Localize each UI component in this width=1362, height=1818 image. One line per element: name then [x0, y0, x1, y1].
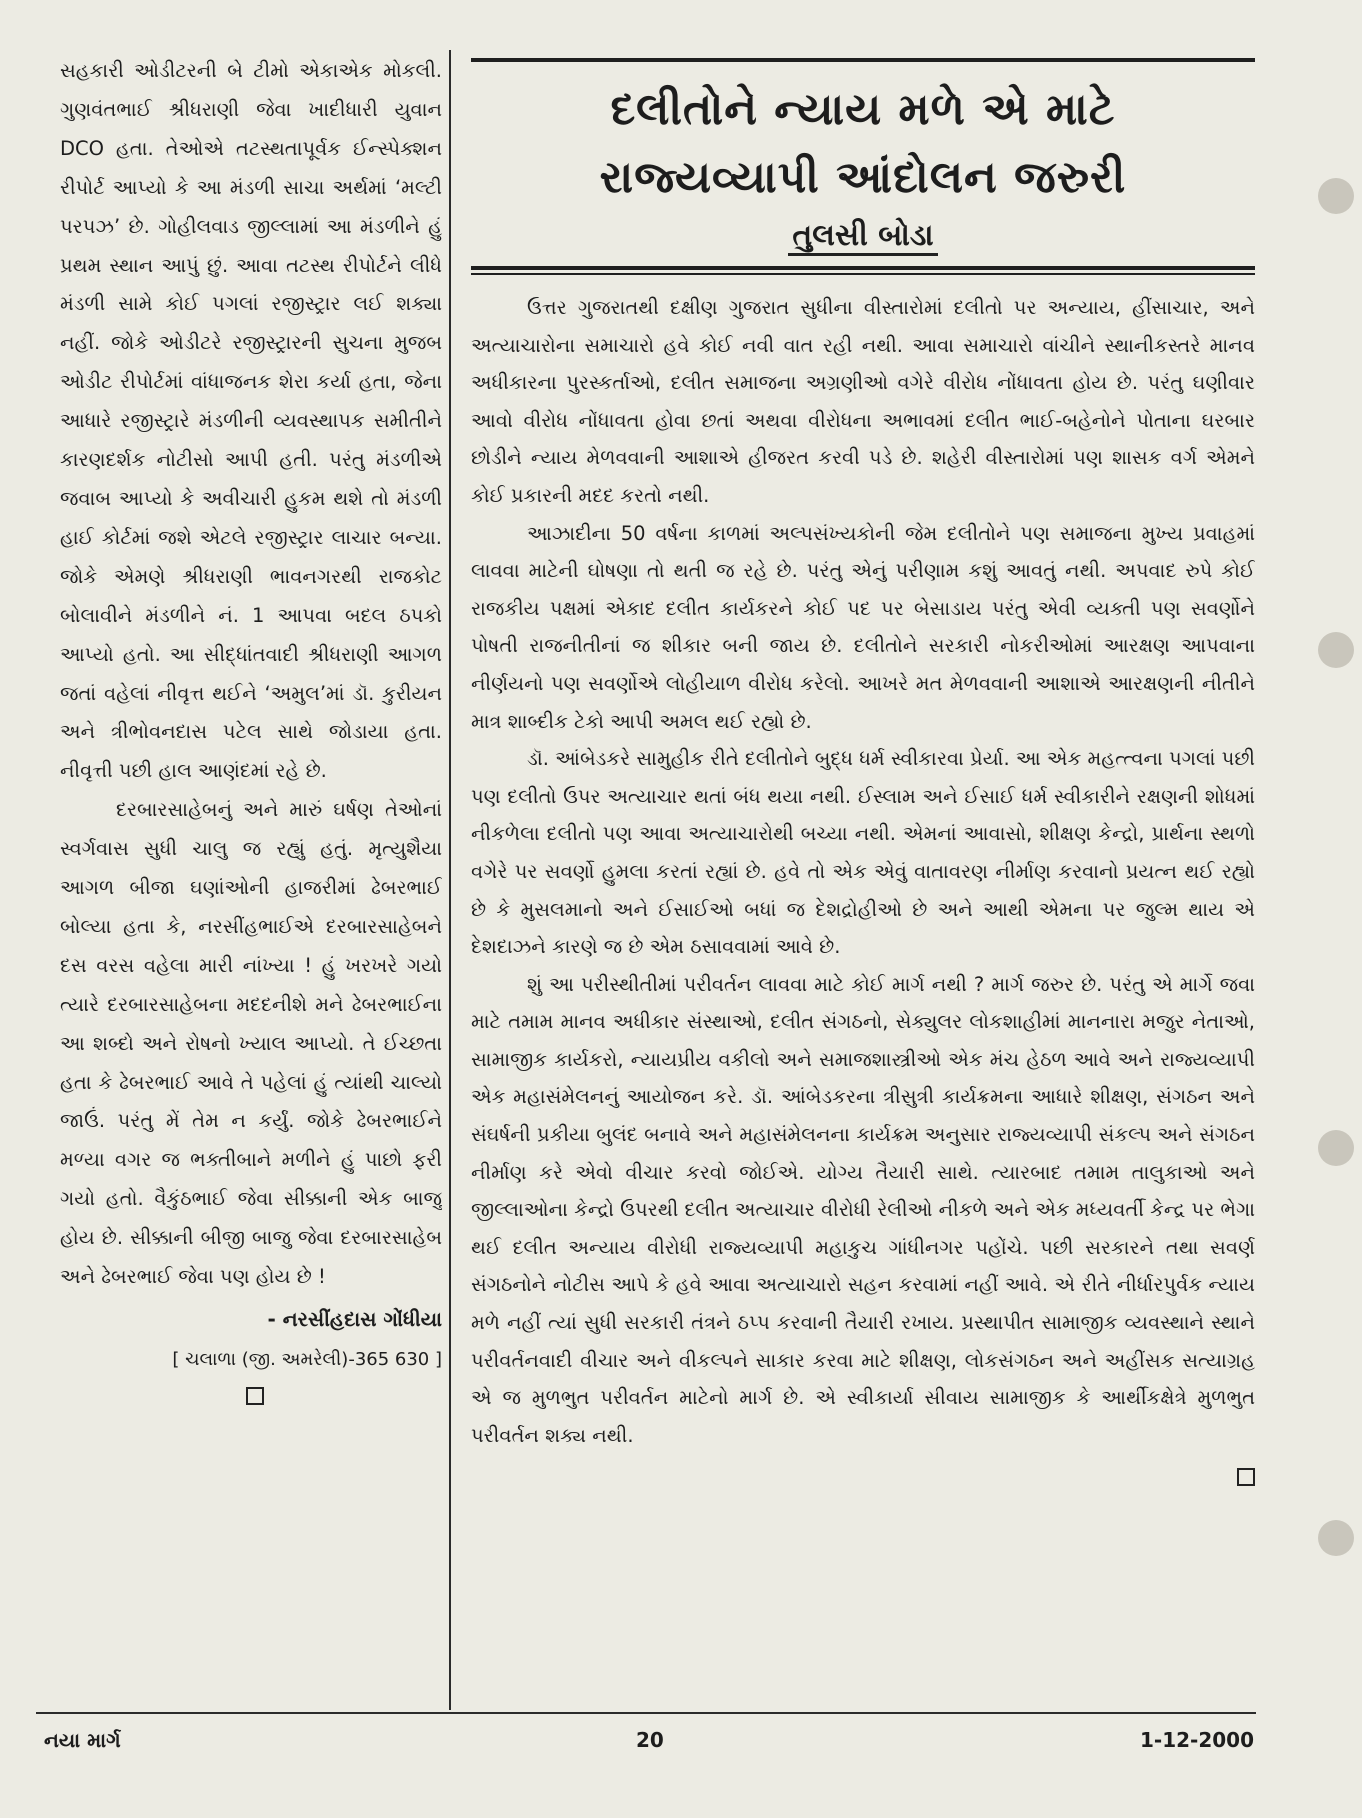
title-rule-bottom	[471, 266, 1255, 270]
article-title	[471, 76, 1255, 212]
publication-name: નયા માર્ગ	[44, 1728, 121, 1752]
issue-date: 1-12-2000	[1139, 1728, 1254, 1752]
article-title-line-1: દલીતોને ન્યાય મળે એ માટે	[610, 84, 1116, 135]
signature: - નરસીંહદાસ ગોંધીયા	[267, 1307, 442, 1331]
article-author-name: તુલસી બોડા	[788, 218, 937, 256]
title-rule-top	[471, 58, 1255, 62]
page-number: 20	[636, 1728, 664, 1752]
end-mark-icon	[1237, 1468, 1255, 1486]
punch-hole-icon	[1318, 178, 1354, 214]
punch-hole-icon	[1318, 1520, 1354, 1556]
footer-rule	[36, 1712, 1256, 1714]
article-paragraph-4: શું આ પરીસ્થીતીમાં પરીવર્તન લાવવા માટે કોઈ માર્ગ નથી ? માર્ગ જરુર છે. પરંતુ એ માર્ગે જવા માટે તમામ માનવ અધીકાર સંસ્થાઓ, દલીત સંગઠનો, સેક્યુલર લોકશાહીમાં માનનારા મજુર નેતાઓ, સામાજીક કાર્યકરો, ન્યાયપ્રીય વકીલો અને સમાજશાસ્ત્રીઓ એક મંચ હેઠળ આવે અને રાજ્યવ્યાપી એક મહાસંમેલનનું આયોજન કરે. ડૉ. આંબેડકરના ત્રીસુત્રી કાર્યક્રમના આધારે શીક્ષણ, સંગઠન અને સંઘર્ષની પ્રકીયા બુલંદ બનાવે અને મહાસંમેલનના કાર્યક્રમ અનુસાર રાજ્યવ્યાપી સંકલ્પ અને સંગઠન નીર્માણ કરે એવો વીચાર કરવો જોઈએ. યોગ્ય તૈયારી સાથે. ત્યારબાદ તમામ તાલુકાઓ અને જીલ્લાઓના કેન્દ્રો ઉપરથી દલીત અત્યાચાર વીરોધી રેલીઓ નીકળે અને એક મધ્યવર્તી કેન્દ્ર પર ભેગા થઈ દલીત અન્યાય વીરોધી રાજ્યવ્યાપી મહાકુચ ગાંધીનગર પહોંચે. પછી સરકારને તથા સવર્ણ સંગઠનોને નોટીસ આપે કે હવે આવા અત્યાચારો સહન કરવામાં નહીં આવે. એ રીતે નીર્ધારપુર્વક ન્યાય મળે નહીં ત્યાં સુધી સરકારી તંત્રને ઠપ્પ કરવાની તૈયારી રખાય. પ્રસ્થાપીત સામાજીક વ્યવસ્થાને સ્થાને પરીવર્તનવાદી વીચાર અને વીકલ્પને સાકાર કરવા માટે શીક્ષણ, લોકસંગઠન અને અહીંસક સત્યાગ્રહ એ જ મુળભુત પરીવર્તન માટેનો માર્ગ છે. એ સ્વીકાર્યા સીવાય સામાજીક કે આર્થીકક્ષેત્રે મુળભુત પરીવર્તન શક્ય નથી.	[471, 972, 1255, 1447]
punch-hole-icon	[1318, 632, 1354, 668]
article	[471, 52, 1255, 1702]
article-paragraph-3: ડૉ. આંબેડકરે સામુહીક રીતે દલીતોને બુદ્ધ ધર્મ સ્વીકારવા પ્રેર્યા. આ એક મહત્ત્વના પગલાં પછી પણ દલીતો ઉપર અત્યાચાર થતાં બંધ થયા નથી. ઈસ્લામ અને ઈસાઈ ધર્મ સ્વીકારીને રક્ષણની શોધમાં નીકળેલા દલીતો પણ આવા અત્યાચારોથી બચ્યા નથી. એમનાં આવાસો, શીક્ષણ કેન્દ્રો, પ્રાર્થના સ્થળો વગેરે પર સવર્ણો હુમલા કરતાં રહ્યાં છે. હવે તો એક એવું વાતાવરણ નીર્માણ કરવાનો પ્રયત્ન થઈ રહ્યો છે કે મુસલમાનો અને ઈસાઈઓ બધાં જ દેશદ્રોહીઓ છે અને આથી એમના પર જુલ્મ થાય એ દેશદાઝને કારણે જ છે એમ ઠસાવવામાં આવે છે.	[471, 747, 1255, 959]
column-divider	[449, 50, 451, 1710]
punch-hole-icon	[1318, 1130, 1354, 1166]
article-paragraph-2: આઝાદીના 50 વર્ષના કાળમાં અલ્પસંખ્યકોની જેમ દલીતોને પણ સમાજના મુખ્ય પ્રવાહમાં લાવવા માટેની ઘોષણા તો થતી જ રહે છે. પરંતુ એનું પરીણામ કશું આવતું નથી. અપવાદ રુપે કોઈ રાજકીય પક્ષમાં એકાદ દલીત કાર્યકરને કોઈ પદ પર બેસાડાય પરંતુ એવી વ્યક્તી પણ સવર્ણોને પોષતી રાજનીતીનાં જ શીકાર બની જાય છે. દલીતોને સરકારી નોકરીઓમાં આરક્ષણ આપવાના નીર્ણયનો પણ સવર્ણોએ લોહીયાળ વીરોધ કરેલો. આખરે મત મેળવવાની આશાએ આરક્ષણની નીતીને માત્ર શાબ્દીક ટેકો આપી અમલ થઈ રહ્યો છે.	[471, 521, 1255, 733]
end-mark-icon	[246, 1387, 264, 1405]
left-column	[60, 52, 442, 1692]
address: [ ચલાળા (જી. અમરેલી)-365 630 ]	[172, 1349, 442, 1370]
page-footer	[44, 1728, 1254, 1762]
article-body	[471, 289, 1255, 1454]
article-author	[471, 216, 1255, 256]
article-title-line-2: રાજ્યવ્યાપી આંદોલન જરુરી	[599, 152, 1127, 203]
title-rule-bottom-thin	[471, 273, 1255, 275]
left-paragraph-1: સહકારી ઓડીટરની બે ટીમો એકાએક મોકલી. ગુણવંતભાઈ શ્રીધરાણી જેવા ખાદીધારી યુવાન DCO હતા. તેઓએ તટસ્થતાપૂર્વક ઈન્સ્પેક્શન રીપોર્ટ આપ્યો કે આ મંડળી સાચા અર્થમાં ‘મલ્ટી પરપઝ’ છે. ગોહીલવાડ જીલ્લામાં આ મંડળીને હું પ્રથમ સ્થાન આપું છું. આવા તટસ્થ રીપોર્ટને લીધે મંડળી સામે કોઈ પગલાં રજીસ્ટ્રાર લઈ શક્યા નહીં. જોકે ઓડીટરે રજીસ્ટ્રારની સુચના મુજબ ઓડીટ રીપોર્ટમાં વાંધાજનક શેરા કર્યા હતા, જેના આધારે રજીસ્ટ્રારે મંડળીની વ્યવસ્થાપક સમીતીને કારણદર્શક નોટીસો આપી હતી. પરંતુ મંડળીએ જવાબ આપ્યો કે અવીચારી હુકમ થશે તો મંડળી હાઈ કોર્ટમાં જશે એટલે રજીસ્ટ્રાર લાચાર બન્યા. જોકે એમણે શ્રીધરાણી ભાવનગરથી રાજકોટ બોલાવીને મંડળીને નં. 1 આપવા બદલ ઠપકો આપ્યો હતો. આ સીદ્ધાંતવાદી શ્રીધરાણી આગળ જતાં વહેલાં નીવૃત્ત થઈને ‘અમુલ’માં ડૉ. કુરીયન અને ત્રીભોવનદાસ પટેલ સાથે જોડાયા હતા. નીવૃત્તી પછી હાલ આણંદમાં રહે છે.	[60, 59, 442, 783]
left-paragraph-2: દરબારસાહેબનું અને મારું ઘર્ષણ તેઓનાં સ્વર્ગવાસ સુધી ચાલુ જ રહ્યું હતું. મૃત્યુશૈયા આગળ બીજા ઘણાંઓની હાજરીમાં ઢેબરભાઈ બોલ્યા હતા કે, નરસીંહભાઈએ દરબારસાહેબને દસ વરસ વહેલા મારી નાંખ્યા ! હું ખરખરે ગયો ત્યારે દરબારસાહેબના મદદનીશે મને ઢેબરભાઈના આ શબ્દો અને રોષનો ખ્યાલ આપ્યો. તે ઈચ્છતા હતા કે ઢેબરભાઈ આવે તે પહેલાં હું ત્યાંથી ચાલ્યો જાઉં. પરંતુ મેં તેમ ન કર્યું. જોકે ઢેબરભાઈને મળ્યા વગર જ ભક્તીબાને મળીને હું પાછો ફરી ગયો હતો. વૈકુંઠભાઈ જેવા સીક્કાની એક બાજુ હોય છે. સીક્કાની બીજી બાજુ જેવા દરબારસાહેબ અને ઢેબરભાઈ જેવા પણ હોય છે !	[60, 798, 442, 1289]
article-paragraph-1: ઉત્તર ગુજરાતથી દક્ષીણ ગુજરાત સુધીના વીસ્તારોમાં દલીતો પર અન્યાય, હીંસાચાર, અને અત્યાચારોના સમાચારો હવે કોઈ નવી વાત રહી નથી. આવા સમાચારો વાંચીને સ્થાનીકસ્તરે માનવ અધીકારના પુરસ્કર્તાઓ, દલીત સમાજના અગ્રણીઓ વગેરે વીરોધ નોંધાવતા હોય છે. પરંતુ ઘણીવાર આવો વીરોધ નોંધાવતા હોવા છતાં અથવા વીરોધના અભાવમાં દલીત ભાઈ-બહેનોને પોતાના ઘરબાર છોડીને ન્યાય મેળવવાની આશાએ હીજરત કરવી પડે છે. શહેરી વીસ્તારોમાં પણ શાસક વર્ગ એમને કોઈ પ્રકારની મદદ કરતો નથી.	[471, 296, 1255, 507]
